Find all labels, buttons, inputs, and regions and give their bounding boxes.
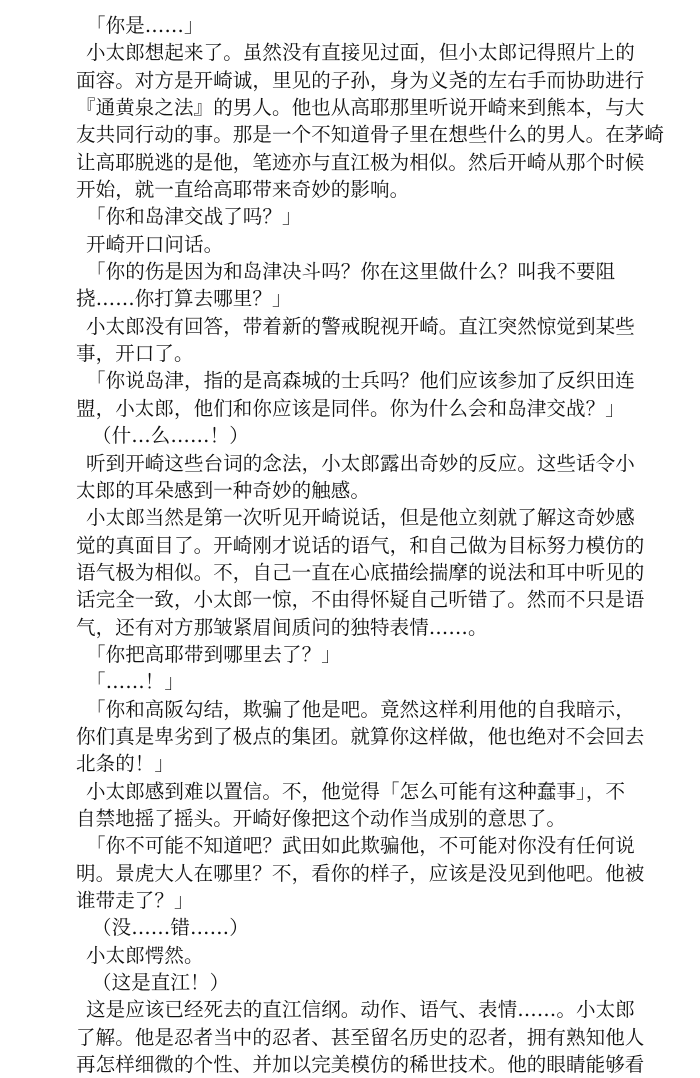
text-line: 「你把高耶带到哪里去了？」 (86, 642, 341, 666)
text-line: 小太郎感到难以置信。不，他觉得「怎么可能有这种蠢事」，不 (86, 779, 626, 803)
text-line: 「你和高阪勾结，欺骗了他是吧。竟然这样利用他的自我暗示， (86, 697, 635, 721)
text-line: 「你和岛津交战了吗？」 (86, 205, 302, 229)
text-line: 小太郎想起来了。虽然没有直接见过面，但小太郎记得照片上的 (86, 41, 635, 65)
text-line: 明。景虎大人在哪里？不，看你的样子，应该是没见到他吧。他被 (76, 861, 645, 885)
text-line: 你们真是卑劣到了极点的集团。就算你这样做，他也绝对不会回去 (76, 724, 645, 748)
text-line: （没……错……） (92, 916, 249, 940)
text-line: 挠……你打算去哪里？」 (76, 287, 292, 311)
text-line: 面容。对方是开崎诚，里见的子孙，身为义尧的左右手而协助进行 (76, 68, 645, 92)
text-line: 「……！」 (86, 670, 184, 694)
text-line: 让高耶脱逃的是他，笔迹亦与直江极为相似。然后开崎从那个时候 (76, 150, 645, 174)
text-line: 谁带走了？」 (76, 889, 194, 912)
text-body (76, 12, 665, 1078)
text-line: 「你是……」 (86, 14, 204, 37)
text-line: 友共同行动的事。那是一个不知道骨子里在想些什么的男人。在茅崎 (76, 123, 665, 147)
text-line: 开始，就一直给高耶带来奇妙的影响。 (76, 178, 410, 202)
text-line: 气，还有对方那皱紧眉间质问的独特表情……。 (76, 615, 488, 639)
text-line: 这是应该已经死去的直江信纲。动作、语气、表情……。小太郎 (86, 998, 635, 1022)
text-line: 『通黄泉之法』的男人。他也从高耶那里听说开崎来到熊本，与大 (76, 96, 645, 120)
text-line: 事，开口了。 (76, 342, 194, 366)
text-line: 北条的！」 (76, 752, 175, 776)
text-line: 小太郎没有回答，带着新的警戒睨视开崎。直江突然惊觉到某些 (86, 314, 635, 338)
text-line: 觉的真面目了。开崎刚才说话的语气，和自己做为目标努力模仿的 (76, 533, 645, 557)
text-line: 开崎开口问话。 (86, 232, 224, 256)
text-line: 「你的伤是因为和岛津决斗吗？你在这里做什么？叫我不要阻 (86, 260, 616, 284)
text-line: 「你说岛津，指的是高森城的士兵吗？他们应该参加了反织田连 (86, 369, 635, 393)
text-line: 听到开崎这些台词的念法，小太郎露出奇妙的反应。这些话令小 (86, 451, 635, 475)
text-line: 话完全一致，小太郎一惊，不由得怀疑自己听错了。然而不只是语 (76, 588, 645, 612)
text-line: （什…么……！） (92, 424, 249, 448)
text-line: 自禁地摇了摇头。开崎好像把这个动作当成别的意思了。 (76, 806, 567, 830)
text-line: （这是直江！） (92, 971, 230, 995)
text-line: 太郎的耳朵感到一种奇妙的触感。 (76, 478, 371, 502)
text-line: 小太郎愕然。 (86, 943, 204, 967)
text-line: 了解。他是忍者当中的忍者、甚至留名历史的忍者，拥有熟知他人 (76, 1025, 645, 1049)
text-line: 小太郎当然是第一次听见开崎说话，但是他立刻就了解这奇妙感 (86, 506, 635, 530)
text-line: 语气极为相似。不，自己一直在心底描绘揣摩的说法和耳中听见的 (76, 560, 645, 584)
text-line: 「你不可能不知道吧？武田如此欺骗他，不可能对你没有任何说 (86, 834, 635, 858)
text-line: 再怎样细微的个性、并加以完美模仿的稀世技术。他的眼睛能够看 (76, 1053, 645, 1077)
text-line: 盟，小太郎，他们和你应该是同伴。你为什么会和岛津交战？」 (76, 396, 625, 420)
